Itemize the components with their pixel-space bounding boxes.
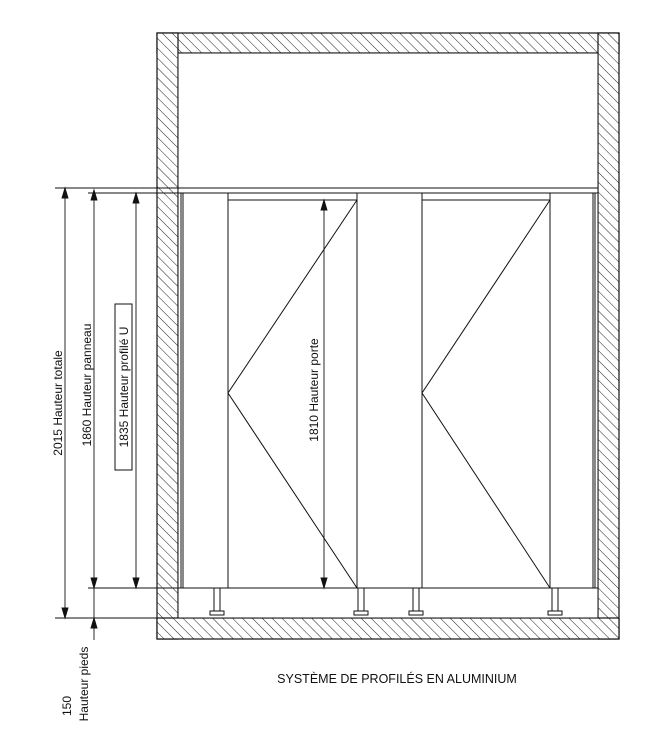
dim-feet-height-label: Hauteur pieds (77, 646, 91, 722)
wall-left (157, 33, 178, 639)
dim-u-profile-height (133, 193, 139, 588)
drawing-caption: SYSTÈME DE PROFILÉS EN ALUMINIUM (277, 672, 517, 686)
dim-panel-height-label: 1860 Hauteur panneau (80, 323, 94, 447)
dim-u-profile-height-label: 1835 Hauteur profilé U (117, 326, 131, 448)
dim-door-height-label: 1810 Hauteur porte (307, 338, 321, 442)
room-interior-outline (178, 53, 598, 618)
floor (157, 618, 619, 639)
wall-top (157, 33, 619, 53)
wall-right (598, 33, 619, 639)
dim-total-height-label: 2015 Hauteur totale (51, 350, 65, 456)
dim-feet-height-value: 150 (60, 695, 74, 717)
dim-feet-height (91, 588, 97, 640)
